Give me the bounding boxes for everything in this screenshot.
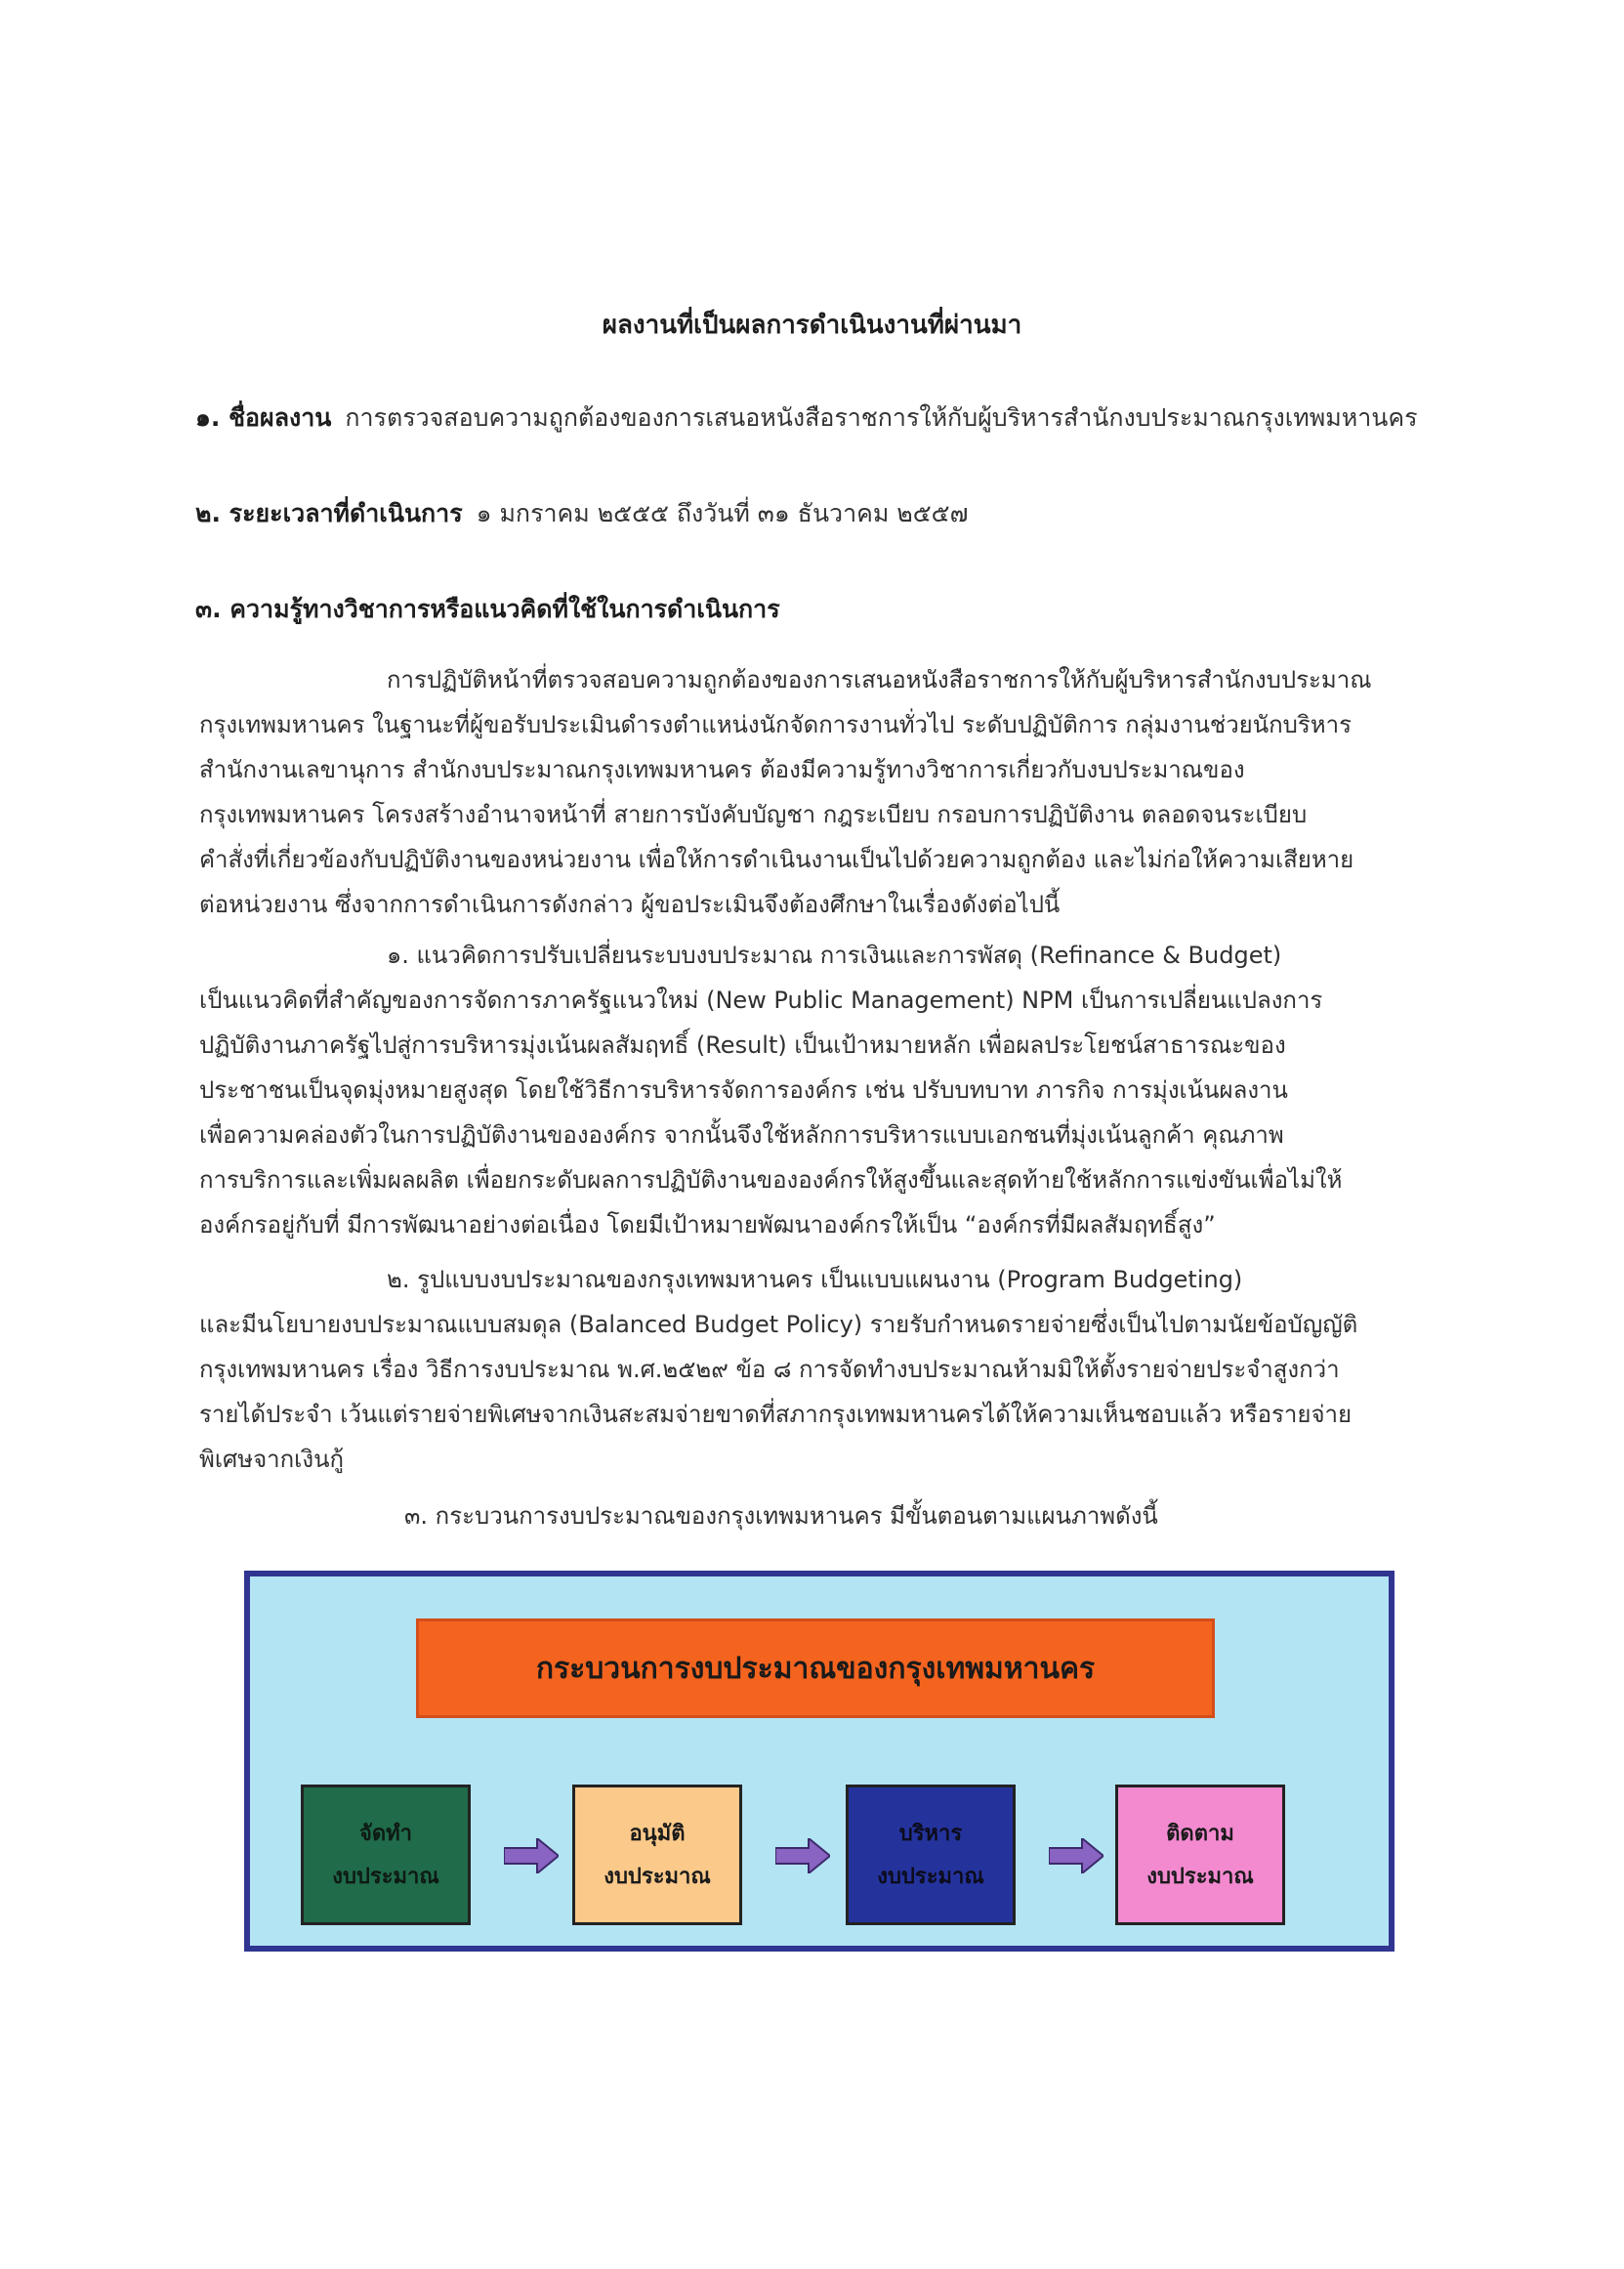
step-manage-budget <box>846 1785 1016 1925</box>
step-label: งบประมาณ <box>877 1864 984 1889</box>
body-line: เป็นแนวคิดที่สำคัญของการจัดการภาครัฐแนวใหม่ (New Public Management) NPM เป็นการเปลี่ยนแปลงการ <box>199 987 1323 1014</box>
item-knowledge <box>195 590 1494 629</box>
body-line: สำนักงานเลขานุการ สำนักงบประมาณกรุงเทพมหานคร ต้องมีความรู้ทางวิชาการเกี่ยวกับงบประมาณของ <box>199 756 1245 783</box>
step-label: อนุมัติ <box>629 1821 686 1846</box>
budget-process-diagram <box>244 1571 1395 1952</box>
step-label: บริหาร <box>898 1821 963 1846</box>
step-prepare-budget <box>301 1785 471 1925</box>
body-line: รายได้ประจำ เว้นแต่รายจ่ายพิเศษจากเงินสะสมจ่ายขาดที่สภากรุงเทพมหานครได้ให้ความเห็นชอบแล้ว หรือรายจ่าย <box>199 1401 1353 1428</box>
body-line: คำสั่งที่เกี่ยวข้องกับปฏิบัติงานของหน่วยงาน เพื่อให้การดำเนินงานเป็นไปด้วยความถูกต้อง และไม่ก่อให้ความเสียหาย <box>199 846 1354 873</box>
body-line: พิเศษจากเงินกู้ <box>199 1446 345 1473</box>
body-line: ๓. กระบวนการงบประมาณของกรุงเทพมหานคร มีขั้นตอนตามแผนภาพดังนี้ <box>404 1502 1158 1530</box>
item-duration <box>195 494 1494 533</box>
arrow-right-icon <box>1049 1838 1103 1873</box>
body-line: กรุงเทพมหานคร เรื่อง วิธีการงบประมาณ พ.ศ.๒๕๒๙ ข้อ ๘ การจัดทำงบประมาณห้ามมิให้ตั้งรายจ่ายประจำสูงกว่า <box>199 1356 1340 1383</box>
step-monitor-budget <box>1115 1785 1285 1925</box>
item-label: ๓. ความรู้ทางวิชาการหรือแนวคิดที่ใช้ในการดำเนินการ <box>195 595 780 623</box>
arrow-right-icon <box>775 1838 830 1873</box>
item-work-name <box>195 399 1494 438</box>
step-approve-budget <box>572 1785 742 1925</box>
item-label: ๑. ชื่อผลงาน <box>195 403 332 432</box>
body-line: การปฏิบัติหน้าที่ตรวจสอบความถูกต้องของการเสนอหนังสือราชการให้กับผู้บริหารสำนักงบประมาณ <box>387 666 1372 693</box>
body-line: ประชาชนเป็นจุดมุ่งหมายสูงสุด โดยใช้วิธีการบริหารจัดการองค์กร เช่น ปรับบทบาท ภารกิจ การมุ่งเน้นผลงาน <box>199 1076 1288 1104</box>
step-label: งบประมาณ <box>1146 1864 1254 1889</box>
body-line: กรุงเทพมหานคร ในฐานะที่ผู้ขอรับประเมินดำรงตำแหน่งนักจัดการงานทั่วไป ระดับปฏิบัติการ กลุ่มงานช่วยนักบริหาร <box>199 711 1352 738</box>
diagram-title: กระบวนการงบประมาณของกรุงเทพมหานคร <box>416 1618 1215 1718</box>
step-label: จัดทำ <box>358 1821 413 1846</box>
body-line: ๒. รูปแบบงบประมาณของกรุงเทพมหานคร เป็นแบบแผนงาน (Program Budgeting) <box>387 1266 1243 1293</box>
item-value: ๑ มกราคม ๒๕๕๕ ถึงวันที่ ๓๑ ธันวาคม ๒๕๕๗ <box>476 499 969 527</box>
body-line: ปฏิบัติงานภาครัฐไปสู่การบริหารมุ่งเน้นผลสัมฤทธิ์ (Result) เป็นเป้าหมายหลัก เพื่อผลประโยชน์สาธารณะของ <box>199 1031 1286 1059</box>
body-line: ๑. แนวคิดการปรับเปลี่ยนระบบงบประมาณ การเงินและการพัสดุ (Refinance & Budget) <box>387 942 1282 969</box>
body-line: กรุงเทพมหานคร โครงสร้างอำนาจหน้าที่ สายการบังคับบัญชา กฎระเบียบ กรอบการปฏิบัติงาน ตลอดจนระเบียบ <box>199 801 1308 828</box>
step-label: งบประมาณ <box>332 1864 439 1889</box>
item-value: การตรวจสอบความถูกต้องของการเสนอหนังสือราชการให้กับผู้บริหารสำนักงบประมาณกรุงเทพมหานคร <box>345 403 1418 432</box>
item-label: ๒. ระยะเวลาที่ดำเนินการ <box>195 499 463 527</box>
page-title: ผลงานที่เป็นผลการดำเนินงานที่ผ่านมา <box>602 311 1022 340</box>
body-line: เพื่อความคล่องตัวในการปฏิบัติงานขององค์กร จากนั้นจึงใช้หลักการบริหารแบบเอกชนที่มุ่งเน้นลูกค้า คุณภาพ <box>199 1121 1284 1149</box>
body-line: องค์กรอยู่กับที่ มีการพัฒนาอย่างต่อเนื่อง โดยมีเป้าหมายพัฒนาองค์กรให้เป็น “องค์กรที่มีผลสัมฤทธิ์สูง” <box>199 1211 1216 1239</box>
body-line: ต่อหน่วยงาน ซึ่งจากการดำเนินการดังกล่าว ผู้ขอประเมินจึงต้องศึกษาในเรื่องดังต่อไปนี้ <box>199 891 1061 918</box>
body-line: การบริการและเพิ่มผลผลิต เพื่อยกระดับผลการปฏิบัติงานขององค์กรให้สูงขึ้นและสุดท้ายใช้หลักการแข่งขันเพื่อไม่ให้ <box>199 1166 1343 1194</box>
body-line: และมีนโยบายงบประมาณแบบสมดุล (Balanced Budget Policy) รายรับกำหนดรายจ่ายซึ่งเป็นไปตามนัยข้อบัญญัติ <box>199 1311 1358 1338</box>
step-label: ติดตาม <box>1166 1821 1234 1846</box>
step-label: งบประมาณ <box>604 1864 711 1889</box>
arrow-right-icon <box>504 1838 559 1873</box>
